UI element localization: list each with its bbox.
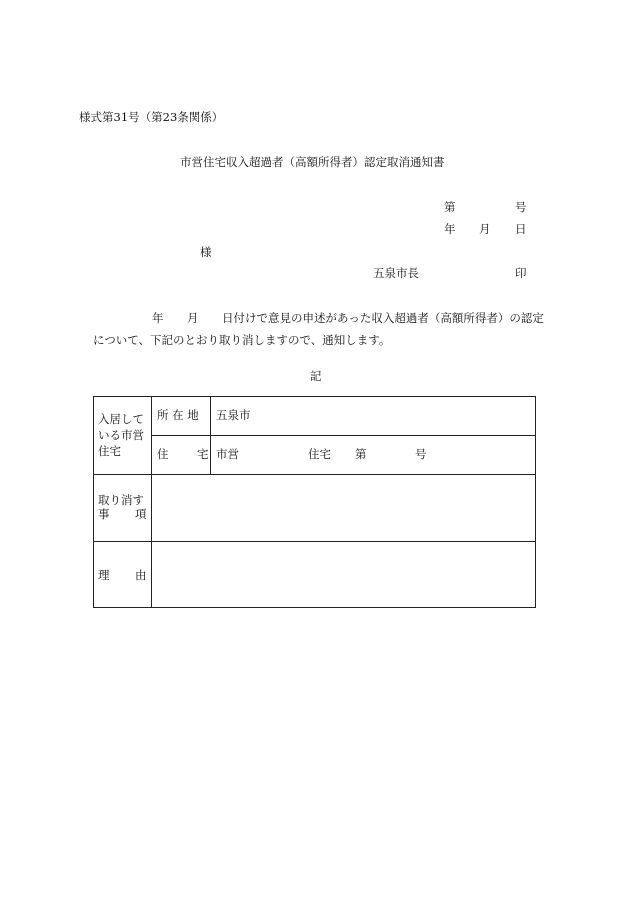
housing-label-line-1: 入居して	[98, 412, 144, 426]
reason-label-left: 理	[98, 568, 110, 582]
date-month: 月	[479, 222, 491, 236]
housing-label-line-2: いる市営	[98, 428, 144, 442]
housing-mid-divider	[151, 435, 536, 436]
housing-row-divider	[93, 474, 536, 475]
body-line-2: について、下記のとおり取り消しますので、通知します。	[93, 333, 391, 347]
dwelling-go: 号	[415, 447, 427, 461]
date-day: 日	[515, 222, 527, 236]
date-year: 年	[444, 222, 456, 236]
revoke-label-left: 事	[98, 507, 110, 521]
reference-number-dai: 第	[444, 200, 456, 214]
ki-heading: 記	[310, 369, 322, 383]
body-line-1: 日付けで意見の申述があった収入超過者（高額所得者）の認定	[222, 311, 544, 325]
addressee-honorific: 様	[200, 245, 212, 259]
dwelling-label-right: 宅	[197, 447, 209, 461]
body-month: 月	[187, 311, 199, 325]
revoke-row-divider	[93, 541, 536, 542]
housing-label	[98, 411, 144, 459]
dwelling-dai: 第	[355, 447, 367, 461]
revoke-label-right: 項	[135, 507, 147, 521]
table-border-top	[93, 396, 536, 397]
revoke-label	[98, 492, 144, 508]
body-year: 年	[152, 311, 164, 325]
table-border-left	[93, 396, 94, 608]
dwelling-jutaku: 住宅	[308, 447, 331, 461]
table-border-right	[535, 396, 536, 608]
label-column-divider	[151, 396, 152, 608]
reason-label-right: 由	[135, 568, 147, 582]
form-number: 様式第31号（第23条関係）	[79, 110, 224, 124]
issuer-name: 五泉市長	[373, 266, 419, 280]
dwelling-label-left: 住	[157, 447, 169, 461]
record-table	[93, 396, 536, 608]
housing-label-line-3: 住宅	[98, 444, 121, 458]
issuer-seal: 印	[515, 266, 527, 280]
table-border-bottom	[93, 607, 536, 608]
location-label: 所 在 地	[157, 408, 199, 422]
dwelling-shiei: 市営	[216, 447, 239, 461]
location-value: 五泉市	[216, 408, 251, 422]
document-title: 市営住宅収入超過者（高額所得者）認定取消通知書	[180, 155, 445, 169]
reference-number-go: 号	[515, 200, 527, 214]
revoke-label-line-1: 取り消す	[98, 493, 144, 507]
